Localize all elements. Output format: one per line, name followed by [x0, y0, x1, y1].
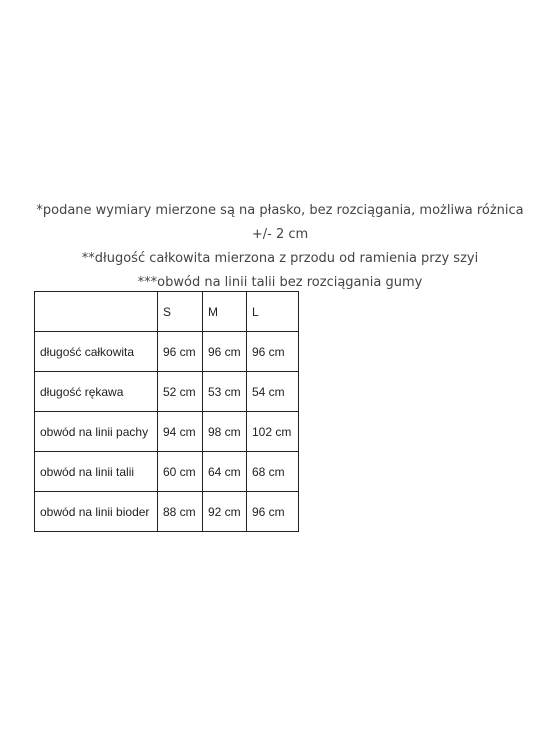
size-chart-table	[34, 291, 299, 532]
header-cell-size-l: L	[247, 292, 299, 332]
value-cell-s: 94 cm	[158, 412, 203, 452]
value-cell-l: 68 cm	[247, 452, 299, 492]
value-cell-l: 96 cm	[247, 492, 299, 532]
measurement-notes	[28, 199, 532, 295]
row-label: długość całkowita	[35, 332, 158, 372]
value-cell-l: 54 cm	[247, 372, 299, 412]
table-row	[35, 452, 299, 492]
header-cell-size-s: S	[158, 292, 203, 332]
value-cell-m: 98 cm	[203, 412, 247, 452]
value-cell-s: 88 cm	[158, 492, 203, 532]
note-total-length: **długość całkowita mierzona z przodu od ramienia przy szyi	[81, 251, 479, 266]
note-flat-measurement: *podane wymiary mierzone są na płasko, bez rozciągania, możliwa różnica +/- 2 cm	[36, 203, 524, 242]
value-cell-m: 92 cm	[203, 492, 247, 532]
value-cell-l: 96 cm	[247, 332, 299, 372]
value-cell-l: 102 cm	[247, 412, 299, 452]
header-cell-empty	[35, 292, 158, 332]
value-cell-s: 52 cm	[158, 372, 203, 412]
value-cell-m: 64 cm	[203, 452, 247, 492]
value-cell-s: 96 cm	[158, 332, 203, 372]
table-row	[35, 412, 299, 452]
value-cell-m: 96 cm	[203, 332, 247, 372]
table-header-row	[35, 292, 299, 332]
value-cell-s: 60 cm	[158, 452, 203, 492]
row-label: długość rękawa	[35, 372, 158, 412]
note-waist: ***obwód na linii talii bez rozciągania gumy	[137, 275, 423, 290]
table-row	[35, 372, 299, 412]
table-row	[35, 332, 299, 372]
row-label: obwód na linii talii	[35, 452, 158, 492]
row-label: obwód na linii pachy	[35, 412, 158, 452]
value-cell-m: 53 cm	[203, 372, 247, 412]
header-cell-size-m: M	[203, 292, 247, 332]
row-label: obwód na linii bioder	[35, 492, 158, 532]
table-row	[35, 492, 299, 532]
